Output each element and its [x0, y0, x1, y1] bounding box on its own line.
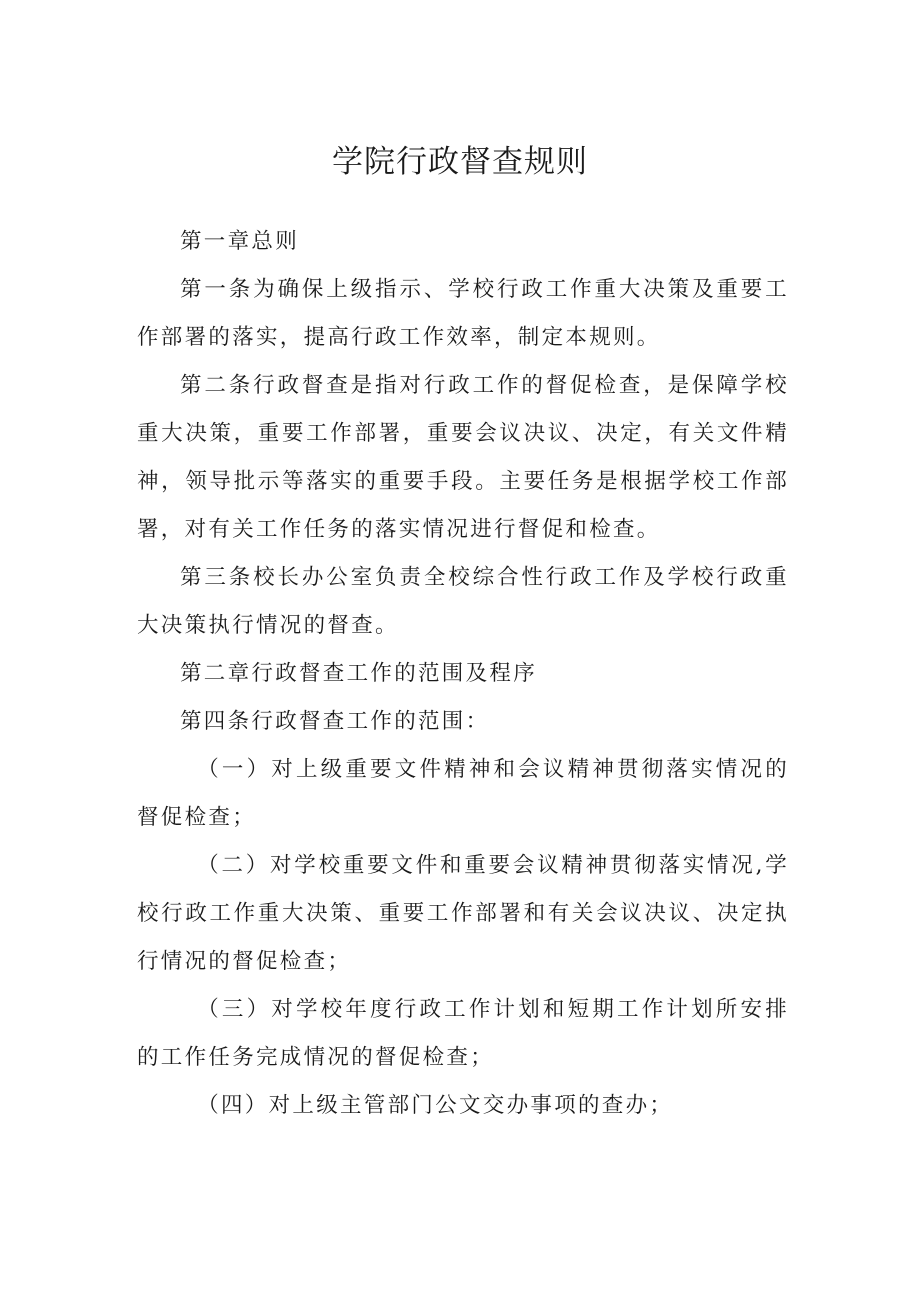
scope-item-4: （四）对上级主管部门公文交办事项的查办；	[197, 1093, 674, 1118]
document-title: 学院行政督查规则	[332, 144, 588, 180]
scope-item-2: （二）对学校重要文件和重要会议精神贯彻落实情况,学校行政工作重大决策、重要工作部署和有关会议决议、决定执行情况的督促检查；	[137, 853, 789, 974]
chapter-heading-2: 第二章行政督查工作的范围及程序	[180, 661, 538, 686]
document-body	[137, 218, 789, 1130]
article-3: 第三条校长办公室负责全校综合性行政工作及学校行政重大决策执行情况的督查。	[137, 565, 789, 638]
chapter-heading-1: 第一章总则	[180, 229, 300, 254]
scope-item-3: （三）对学校年度行政工作计划和短期工作计划所安排的工作任务完成情况的督促检查；	[137, 997, 789, 1070]
scope-item-1: （一）对上级重要文件精神和会议精神贯彻落实情况的督促检查；	[137, 757, 789, 830]
article-1: 第一条为确保上级指示、学校行政工作重大决策及重要工作部署的落实，提高行政工作效率，制定本规则。	[137, 277, 789, 350]
article-2: 第二条行政督查是指对行政工作的督促检查，是保障学校重大决策，重要工作部署，重要会议决议、决定，有关文件精神，领导批示等落实的重要手段。主要任务是根据学校工作部署，对有关工作任务的落实情况进行督促和检查。	[137, 373, 789, 542]
article-4: 第四条行政督查工作的范围：	[180, 709, 490, 734]
